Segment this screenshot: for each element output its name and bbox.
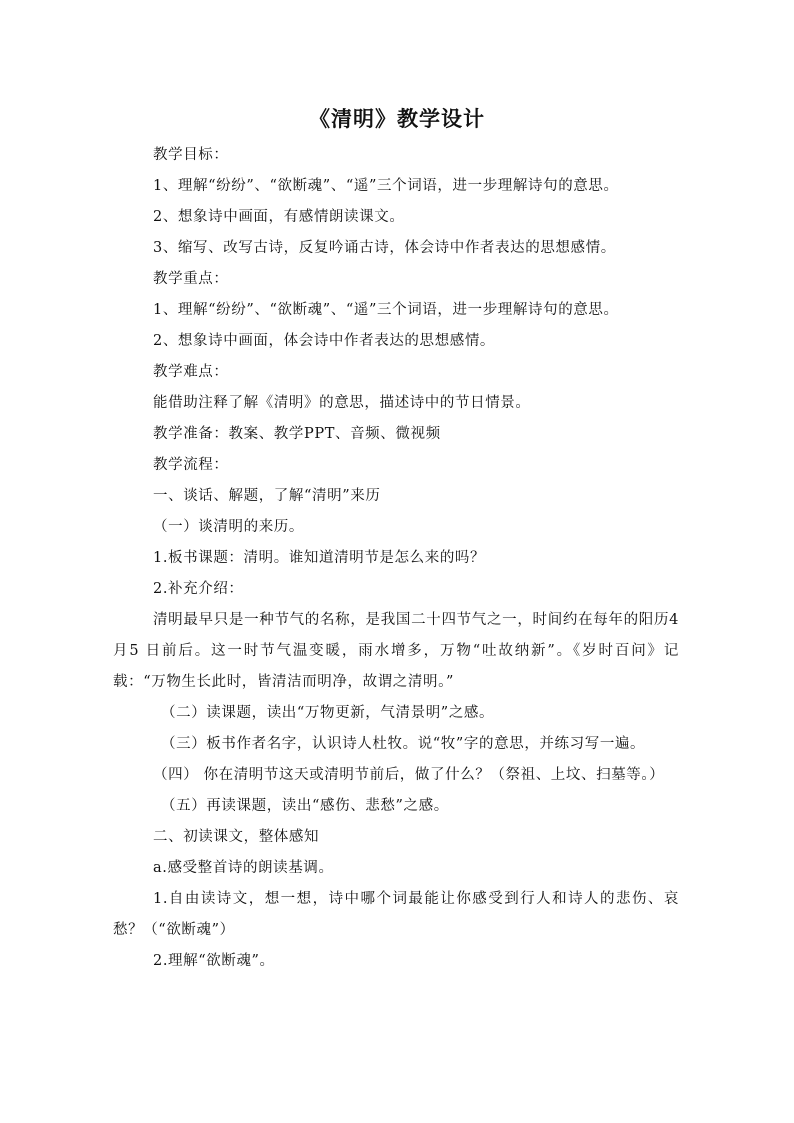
step-1-1: 1.板书课题：清明。谁知道清明节是怎么来的吗？ bbox=[153, 550, 486, 566]
objective-3: 3、缩写、改写古诗，反复吟诵古诗，体会诗中作者表达的思想感情。 bbox=[153, 240, 616, 256]
key-point-2: 2、想象诗中画面，体会诗中作者表达的思想感情。 bbox=[153, 333, 496, 349]
document-title: 《清明》教学设计 bbox=[309, 107, 485, 131]
heading-difficulties: 教学难点： bbox=[153, 364, 229, 380]
subsection-5: （五）再读课题，读出“感伤、悲愁”之感。 bbox=[161, 798, 449, 814]
document-body bbox=[113, 140, 679, 977]
heading-objectives: 教学目标： bbox=[153, 147, 229, 163]
step-1-2: 2.补充介绍： bbox=[153, 581, 244, 597]
difficulty-1: 能借助注释了解《清明》的意思，描述诗中的节日情景。 bbox=[153, 395, 531, 411]
subsection-3: （三）板书作者名字，认识诗人杜牧。说“牧”字的意思，并练习写一遍。 bbox=[161, 736, 646, 752]
section-1-heading: 一、谈话、解题，了解“清明”来历 bbox=[153, 488, 381, 504]
subsection-4: （四） 你在清明节这天或清明节前后，做了什么？（祭祖、上坟、扫墓等。） bbox=[153, 767, 665, 783]
step-2-2: 2.理解“欲断魂”。 bbox=[153, 953, 275, 969]
objective-1: 1、理解“纷纷”、“欲断魂”、“遥”三个词语，进一步理解诗句的意思。 bbox=[153, 178, 619, 194]
qingming-intro-paragraph: 清明最早只是一种节气的名称，是我国二十四节气之一，时间约在每年的阳历4 月5 日前后。这一时节气温变暖，雨水增多，万物“吐故纳新”。《岁时百问》记载：“万物生长此时，皆清洁而明净，故谓之清明。” bbox=[113, 612, 679, 690]
key-point-1: 1、理解“纷纷”、“欲断魂”、“遥”三个词语，进一步理解诗句的意思。 bbox=[153, 302, 619, 318]
heading-key-points: 教学重点： bbox=[153, 271, 229, 287]
subsection-2: （二）读课题，读出“万物更新，气清景明”之感。 bbox=[161, 705, 495, 721]
subsection-1: （一）谈清明的来历。 bbox=[153, 519, 304, 535]
step-2-1: 1.自由读诗文，想一想，诗中哪个词最能让你感受到行人和诗人的悲伤、哀愁？（“欲断魂”） bbox=[113, 891, 679, 938]
step-2-a: a.感受整首诗的朗读基调。 bbox=[153, 860, 334, 876]
heading-process: 教学流程： bbox=[153, 457, 229, 473]
section-2-heading: 二、初读课文，整体感知 bbox=[153, 829, 320, 845]
objective-2: 2、想象诗中画面，有感情朗读课文。 bbox=[153, 209, 405, 225]
preparation: 教学准备：教案、教学PPT、音频、微视频 bbox=[153, 426, 441, 442]
